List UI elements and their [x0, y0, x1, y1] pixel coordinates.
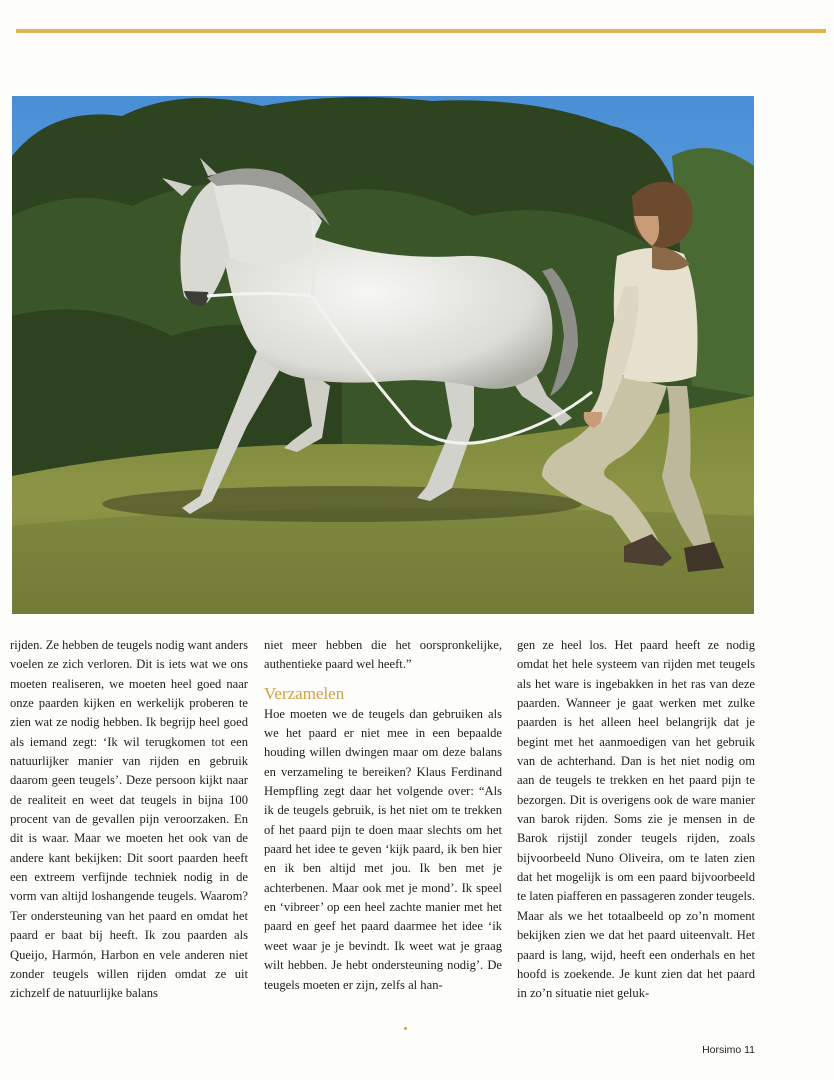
- article-photo-horse-lunging: [12, 96, 754, 614]
- column-2-intro-text: niet meer hebben die het oorspronkelijke, authentieke paard wel heeft.”: [264, 638, 502, 672]
- article-column-3: [517, 636, 755, 1004]
- column-3-text: gen ze heel los. Het paard heeft ze nodig omdat het hele systeem van rijden met teugels als het ware is ingebakken in het ras van deze paarden. Wanneer je gaat werken met zulke paarden is het alleen heel belangrijk dat je begint met het aanmoedigen van het gebruik van de achterhand. Dan is het niet nodig om aan de teugels te trekken en het paard pijn te bezorgen. Dit is overigens ook de ware manier van barok rijden. Soms zie je mensen in de Barok rijstijl zonder teugels rijden, zoals bijvoorbeeld Nuno Oliveira, om te laten zien dat het mogelijk is om een paard bijvoorbeeld te laten piafferen en passageren zonder teugels. Maar als we het totaalbeeld op zo’n moment bekijken zien we dat het paard uiteenvalt. Het paard is lang, wijd, heeft een onderhals en het hoofd is zoekende. Je kunt zien dat het paard in zo’n situatie niet geluk-: [517, 638, 755, 1001]
- article-column-1: [10, 636, 248, 1004]
- page-footer-folio: Horsimo 11: [702, 1044, 755, 1056]
- photo-illustration: [12, 96, 754, 614]
- column-1-text: rijden. Ze hebben de teugels nodig want anders voelen ze zich verloren. Dit is iets wat we ons moeten realiseren, we moeten heel goed naar onze paarden kijken en werkelijk proberen te zien wat ze nodig hebben. Ik begrijp heel goed als iemand zegt: ‘Ik wil terugkomen tot een natuurlijker manier van rijden en gebruik daarom geen teugels’. Deze persoon kijkt naar de realiteit en weet dat teugels in bijna 100 procent van de gevallen pijn veroorzaken. En dit is waar. Maar we moeten het ook van de andere kant bekijken: Dit soort paarden heeft een extreem verfijnde techniek nodig in de vorm van altijd loshangende teugels. Waarom? Ter ondersteuning van het paard en omdat het paard er baat bij heeft. Ik zou paarden als Queijo, Harmón, Harbon en vele anderen niet zonder teugels willen rijden omdat ze uit zichzelf de natuurlijke balans: [10, 638, 248, 1001]
- top-accent-rule: [16, 29, 826, 33]
- decorative-dot: [404, 1027, 407, 1030]
- article-column-2: [264, 636, 502, 995]
- column-2-body-text: Hoe moeten we de teugels dan gebruiken als we het paard er niet mee in een bepaalde houding willen dwingen maar om deze balans en verzameling te bereiken? Klaus Ferdinand Hempfling zegt daar het volgende over: “Als ik de teugels gebruik, is het niet om te trekken of het paard pijn te doen maar slechts om het paard het idee te geven ‘kijk paard, ik ben hier en ik ben altijd met jou. Ik ben met je achterbenen. Maar ook met je mond’. Ik speel en ‘vibreer’ op een heel zachte manier met het paard en geef het paard daarmee het idee ‘ik weet waar je je bevindt. Ik weet wat je graag wilt hebben. Je hebt ondersteuning nodig’. De teugels moeten er zijn, zelfs al han-: [264, 706, 502, 992]
- section-subheading: Verzamelen: [264, 683, 345, 703]
